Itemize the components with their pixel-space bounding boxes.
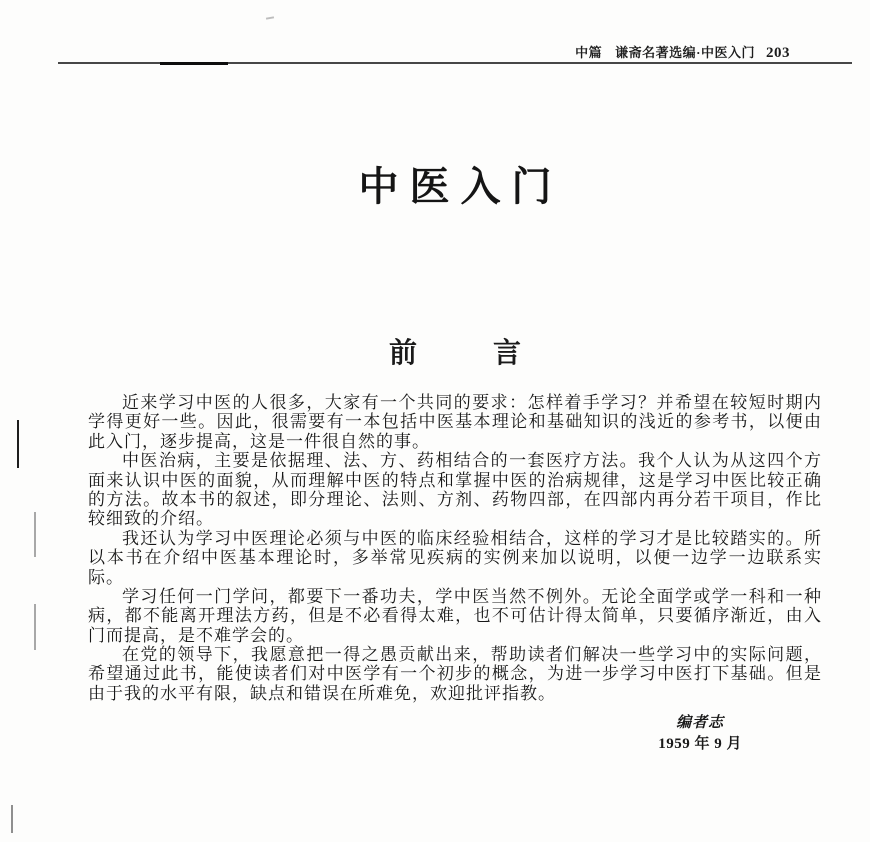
preface-body <box>88 393 822 703</box>
book-title-text: 中医入门 <box>358 164 563 209</box>
scan-artifact-margin-line <box>11 805 13 833</box>
scan-artifact-margin-line <box>34 604 36 650</box>
text-line: 学习任何一门学问，都要下一番功夫，学中医当然不例外。无论全面学或学一科和一种 <box>122 586 822 606</box>
text-line: 希望通过此书，能使读者们对中医学有一个初步的概念，为进一步学习中医打下基础。但是 <box>88 664 822 684</box>
text-line: 在党的领导下，我愿意把一得之愚贡献出来，帮助读者们解决一些学习中的实际问题， <box>122 645 822 665</box>
text-line: 此入门，逐步提高，这是一件很自然的事。 <box>88 431 430 451</box>
preface-heading <box>88 331 822 371</box>
text-line: 由于我的水平有限，缺点和错误在所难免，欢迎批评指教。 <box>88 683 556 703</box>
header-book-title: 谦斋名著选编·中医入门 <box>615 45 755 60</box>
header-section-label: 中篇 <box>575 45 603 60</box>
header-page-number: 203 <box>766 45 790 61</box>
text-line: 中医治病，主要是依据理、法、方、药相结合的一套医疗方法。我个人认为从这四个方 <box>122 451 822 471</box>
text-line: 的方法。故本书的叙述，即分理论、法则、方剂、药物四部，在四部内再分若干项目，作比 <box>88 489 822 509</box>
text-line: 面来认识中医的面貌，从而理解中医的特点和掌握中医的治病规律，这是学习中医比较正确 <box>88 470 822 490</box>
running-header <box>575 42 790 62</box>
author-signature: 编者志 <box>676 715 725 731</box>
signature-date: 1959 年 9 月 <box>658 736 742 752</box>
text-line: 近来学习中医的人很多，大家有一个共同的要求：怎样着手学习？并希望在较短时期内 <box>122 393 822 412</box>
text-line: 我还认为学习中医理论必须与中医的临床经验相结合，这样的学习才是比较踏实的。所 <box>122 528 822 548</box>
scan-artifact-margin-line <box>34 512 36 557</box>
scan-artifact-margin-line <box>17 420 19 468</box>
signature-block <box>658 713 742 755</box>
text-line: 以本书在介绍中医基本理论时，多举常见疾病的实例来加以说明，以便一边学一边联系实 <box>88 548 822 568</box>
text-line: 学得更好一些。因此，很需要有一本包括中医基本理论和基础知识的浅近的参考书，以便由 <box>88 412 822 432</box>
text-line: 较细致的介绍。 <box>88 509 214 529</box>
header-rule-dark-segment <box>160 62 228 65</box>
book-title <box>88 155 822 212</box>
scan-artifact-speck <box>266 16 274 19</box>
text-line: 际。 <box>88 567 124 587</box>
text-line: 病，都不能离开理法方药，但是不必看得太难，也不可估计得太简单，只要循序渐近，由入 <box>88 606 822 626</box>
text-line: 门而提高，是不难学会的。 <box>88 625 304 645</box>
preface-heading-text: 前言 <box>388 338 597 369</box>
